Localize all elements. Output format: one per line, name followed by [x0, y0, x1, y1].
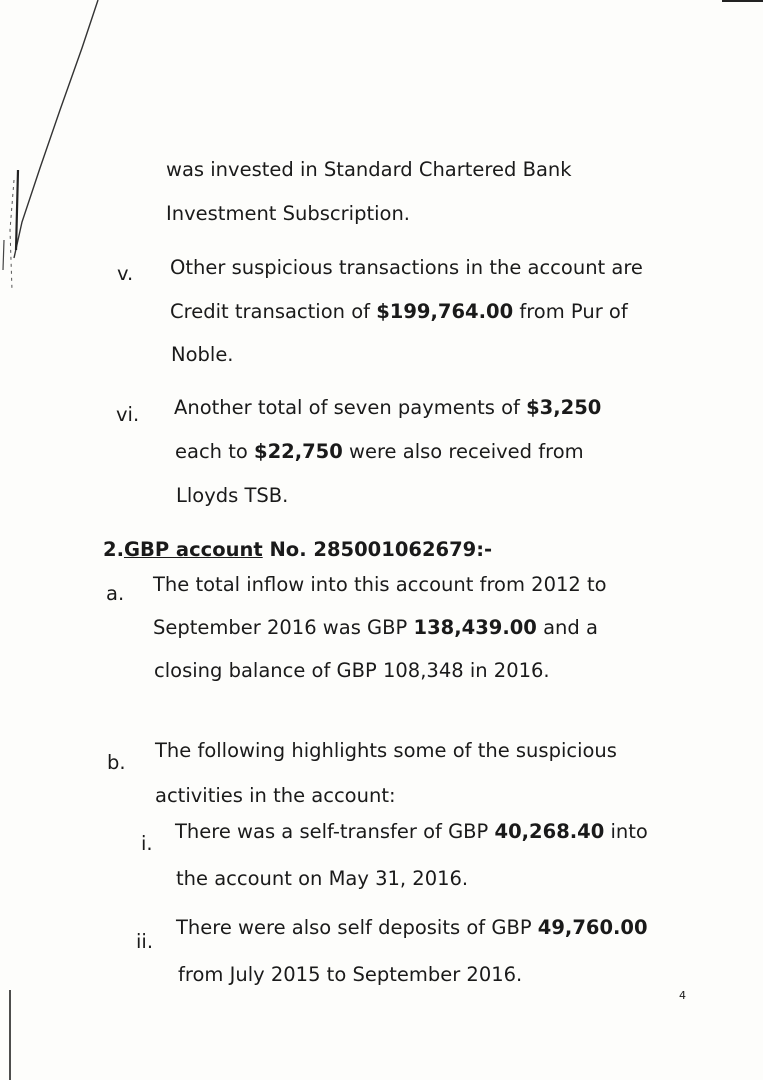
item-vi-line-3: Lloyds TSB. [176, 484, 289, 507]
item-vi-amount-2: $22,750 [254, 440, 343, 463]
item-b-marker: b. [107, 751, 126, 774]
item-vi-line-2 [175, 440, 584, 464]
item-a-amount: 138,439.00 [413, 616, 537, 639]
item-v-line-3: Noble. [171, 343, 234, 366]
item-b-ii-line-1-text: There were also self deposits of GBP [176, 916, 538, 939]
item-a-marker: a. [106, 582, 125, 605]
item-vi-amount-1: $3,250 [526, 396, 602, 419]
item-b-ii-line-2: from July 2015 to September 2016. [178, 963, 523, 986]
item-v-line-2-text: Credit transaction of [170, 300, 377, 323]
item-b-i-line-1-text: There was a self-transfer of GBP [175, 820, 495, 843]
item-b-ii-amount: 49,760.00 [537, 916, 648, 939]
section-2-number: 2. [103, 538, 124, 561]
item-b-i-amount: 40,268.40 [494, 820, 605, 843]
item-b-i-line-2: the account on May 31, 2016. [176, 867, 469, 890]
item-a-line-2-text: September 2016 was GBP [153, 616, 414, 639]
continuation-line-1: was invested in Standard Chartered Bank [166, 158, 572, 181]
item-v-line-2 [170, 300, 628, 324]
item-v-marker: v. [117, 262, 134, 285]
item-vi-line-2-tail: were also received from [342, 440, 584, 463]
item-v-amount: $199,764.00 [376, 300, 514, 323]
section-2-heading [103, 538, 492, 562]
item-v-line-1: Other suspicious transactions in the account are [170, 256, 643, 279]
item-a-line-1: The total inflow into this account from 2012 to [153, 573, 607, 596]
item-b-line-1: The following highlights some of the suspicious [155, 739, 617, 762]
item-b-line-2: activities in the account: [155, 784, 396, 807]
item-a-line-3: closing balance of GBP 108,348 in 2016. [154, 659, 550, 682]
item-b-i-marker: i. [141, 832, 153, 855]
item-a-line-2 [153, 616, 598, 640]
item-b-i-line-1-tail: into [604, 820, 648, 843]
item-b-i-line-1 [175, 820, 648, 844]
item-v-line-2-tail: from Pur of [513, 300, 628, 323]
section-2-account-number: No. 285001062679:- [262, 538, 493, 561]
item-vi-line-2-text: each to [175, 440, 254, 463]
item-vi-line-1-text: Another total of seven payments of [174, 396, 527, 419]
continuation-line-2: Investment Subscription. [166, 202, 411, 225]
item-b-ii-marker: ii. [136, 930, 154, 953]
item-vi-marker: vi. [116, 403, 140, 426]
section-2-account-label: GBP account [123, 538, 263, 561]
page-number: 4 [679, 989, 686, 1002]
item-vi-line-1 [174, 396, 601, 420]
item-b-ii-line-1 [176, 916, 648, 940]
item-a-line-2-tail: and a [536, 616, 598, 639]
